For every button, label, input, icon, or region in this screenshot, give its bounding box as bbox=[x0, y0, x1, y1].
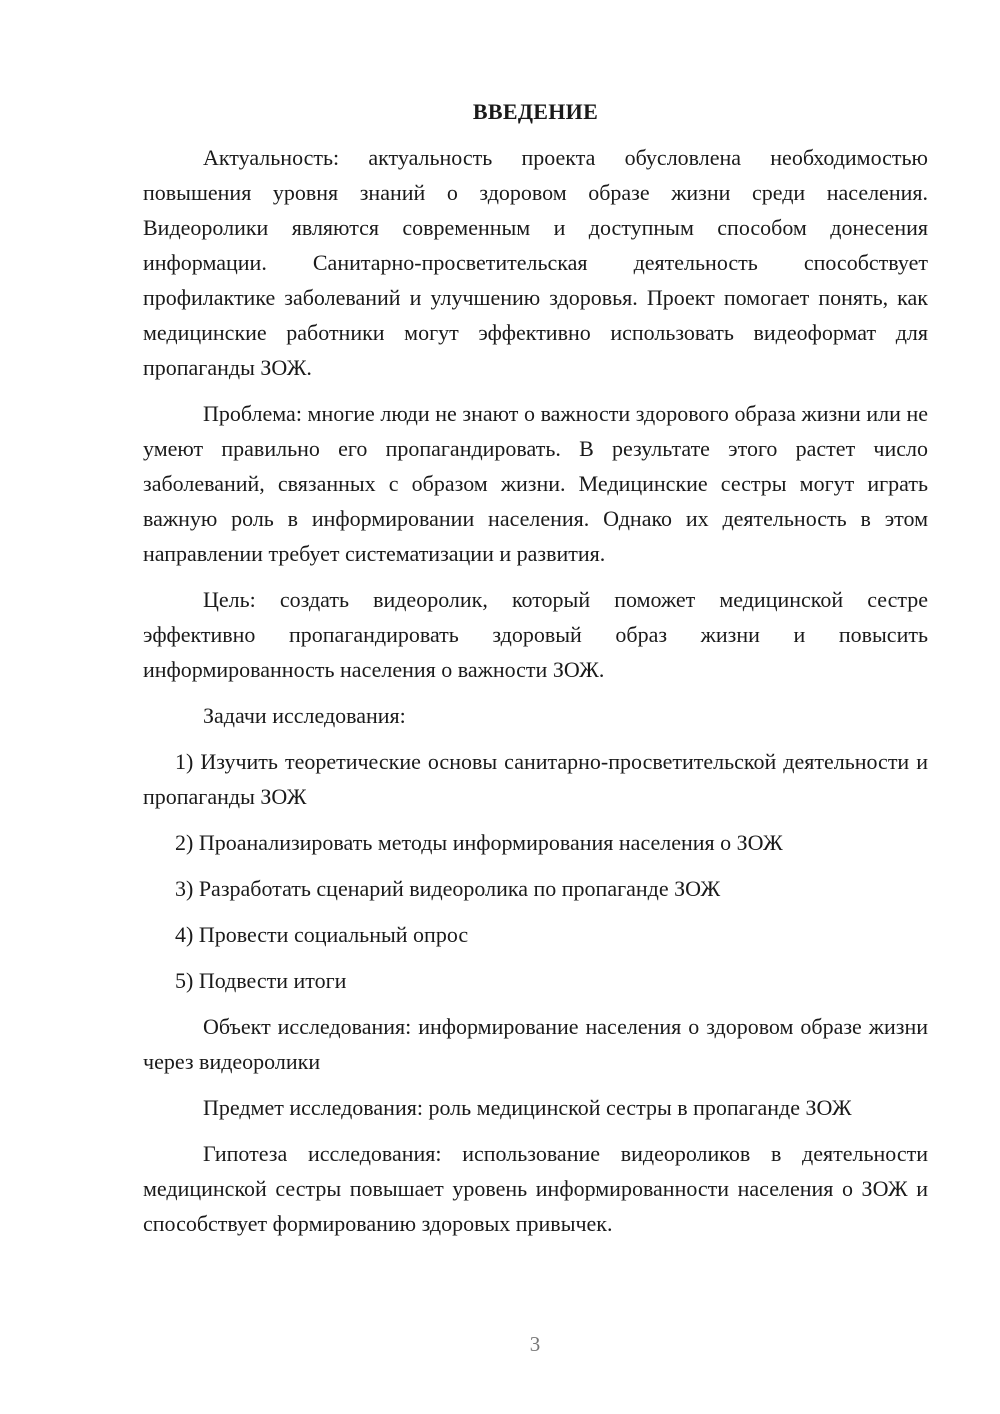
paragraph-object: Объект исследования: информирование населения о здоровом образе жизни через видеоролики bbox=[143, 1014, 928, 1074]
task-item-2: 2) Проанализировать методы информирования населения о ЗОЖ bbox=[175, 830, 783, 855]
paragraph-goal: Цель: создать видеоролик, который поможет медицинской сестре эффективно пропагандировать здоровый образ жизни и повысить информированность населения о важности ЗОЖ. bbox=[143, 587, 928, 682]
task-item-1: 1) Изучить теоретические основы санитарно-просветительской деятельности и пропаганды ЗОЖ bbox=[143, 749, 928, 809]
paragraph-subject: Предмет исследования: роль медицинской сестры в пропаганде ЗОЖ bbox=[203, 1095, 852, 1120]
paragraph-problem: Проблема: многие люди не знают о важности здорового образа жизни или не умеют правильно его пропагандировать. В результате этого растет число заболеваний, связанных с образом жизни. Медицинские сестры могут играть важную роль в информировании населения. Однако их деятельность в этом направлении требует систематизации и развития. bbox=[143, 401, 928, 566]
page-number: 3 bbox=[529, 1332, 541, 1356]
section-heading: ВВЕДЕНИЕ bbox=[472, 99, 599, 124]
tasks-heading: Задачи исследования: bbox=[203, 703, 406, 728]
paragraph-relevance: Актуальность: актуальность проекта обусловлена необходимостью повышения уровня знаний о здоровом образе жизни среди населения. Видеоролики являются современным и доступным способом донесения информации. Санитарно-просветительская деятельность способствует профилактике заболеваний и улучшению здоровья. Проект помогает понять, как медицинские работники могут эффективно использовать видеоформат для пропаганды ЗОЖ. bbox=[143, 145, 928, 380]
task-item-5: 5) Подвести итоги bbox=[175, 968, 347, 993]
document-page bbox=[143, 94, 928, 1241]
task-item-4: 4) Провести социальный опрос bbox=[175, 922, 469, 947]
task-item-3: 3) Разработать сценарий видеоролика по пропаганде ЗОЖ bbox=[175, 876, 721, 901]
paragraph-hypothesis: Гипотеза исследования: использование видеороликов в деятельности медицинской сестры повышает уровень информированности населения о ЗОЖ и способствует формированию здоровых привычек. bbox=[143, 1141, 928, 1236]
